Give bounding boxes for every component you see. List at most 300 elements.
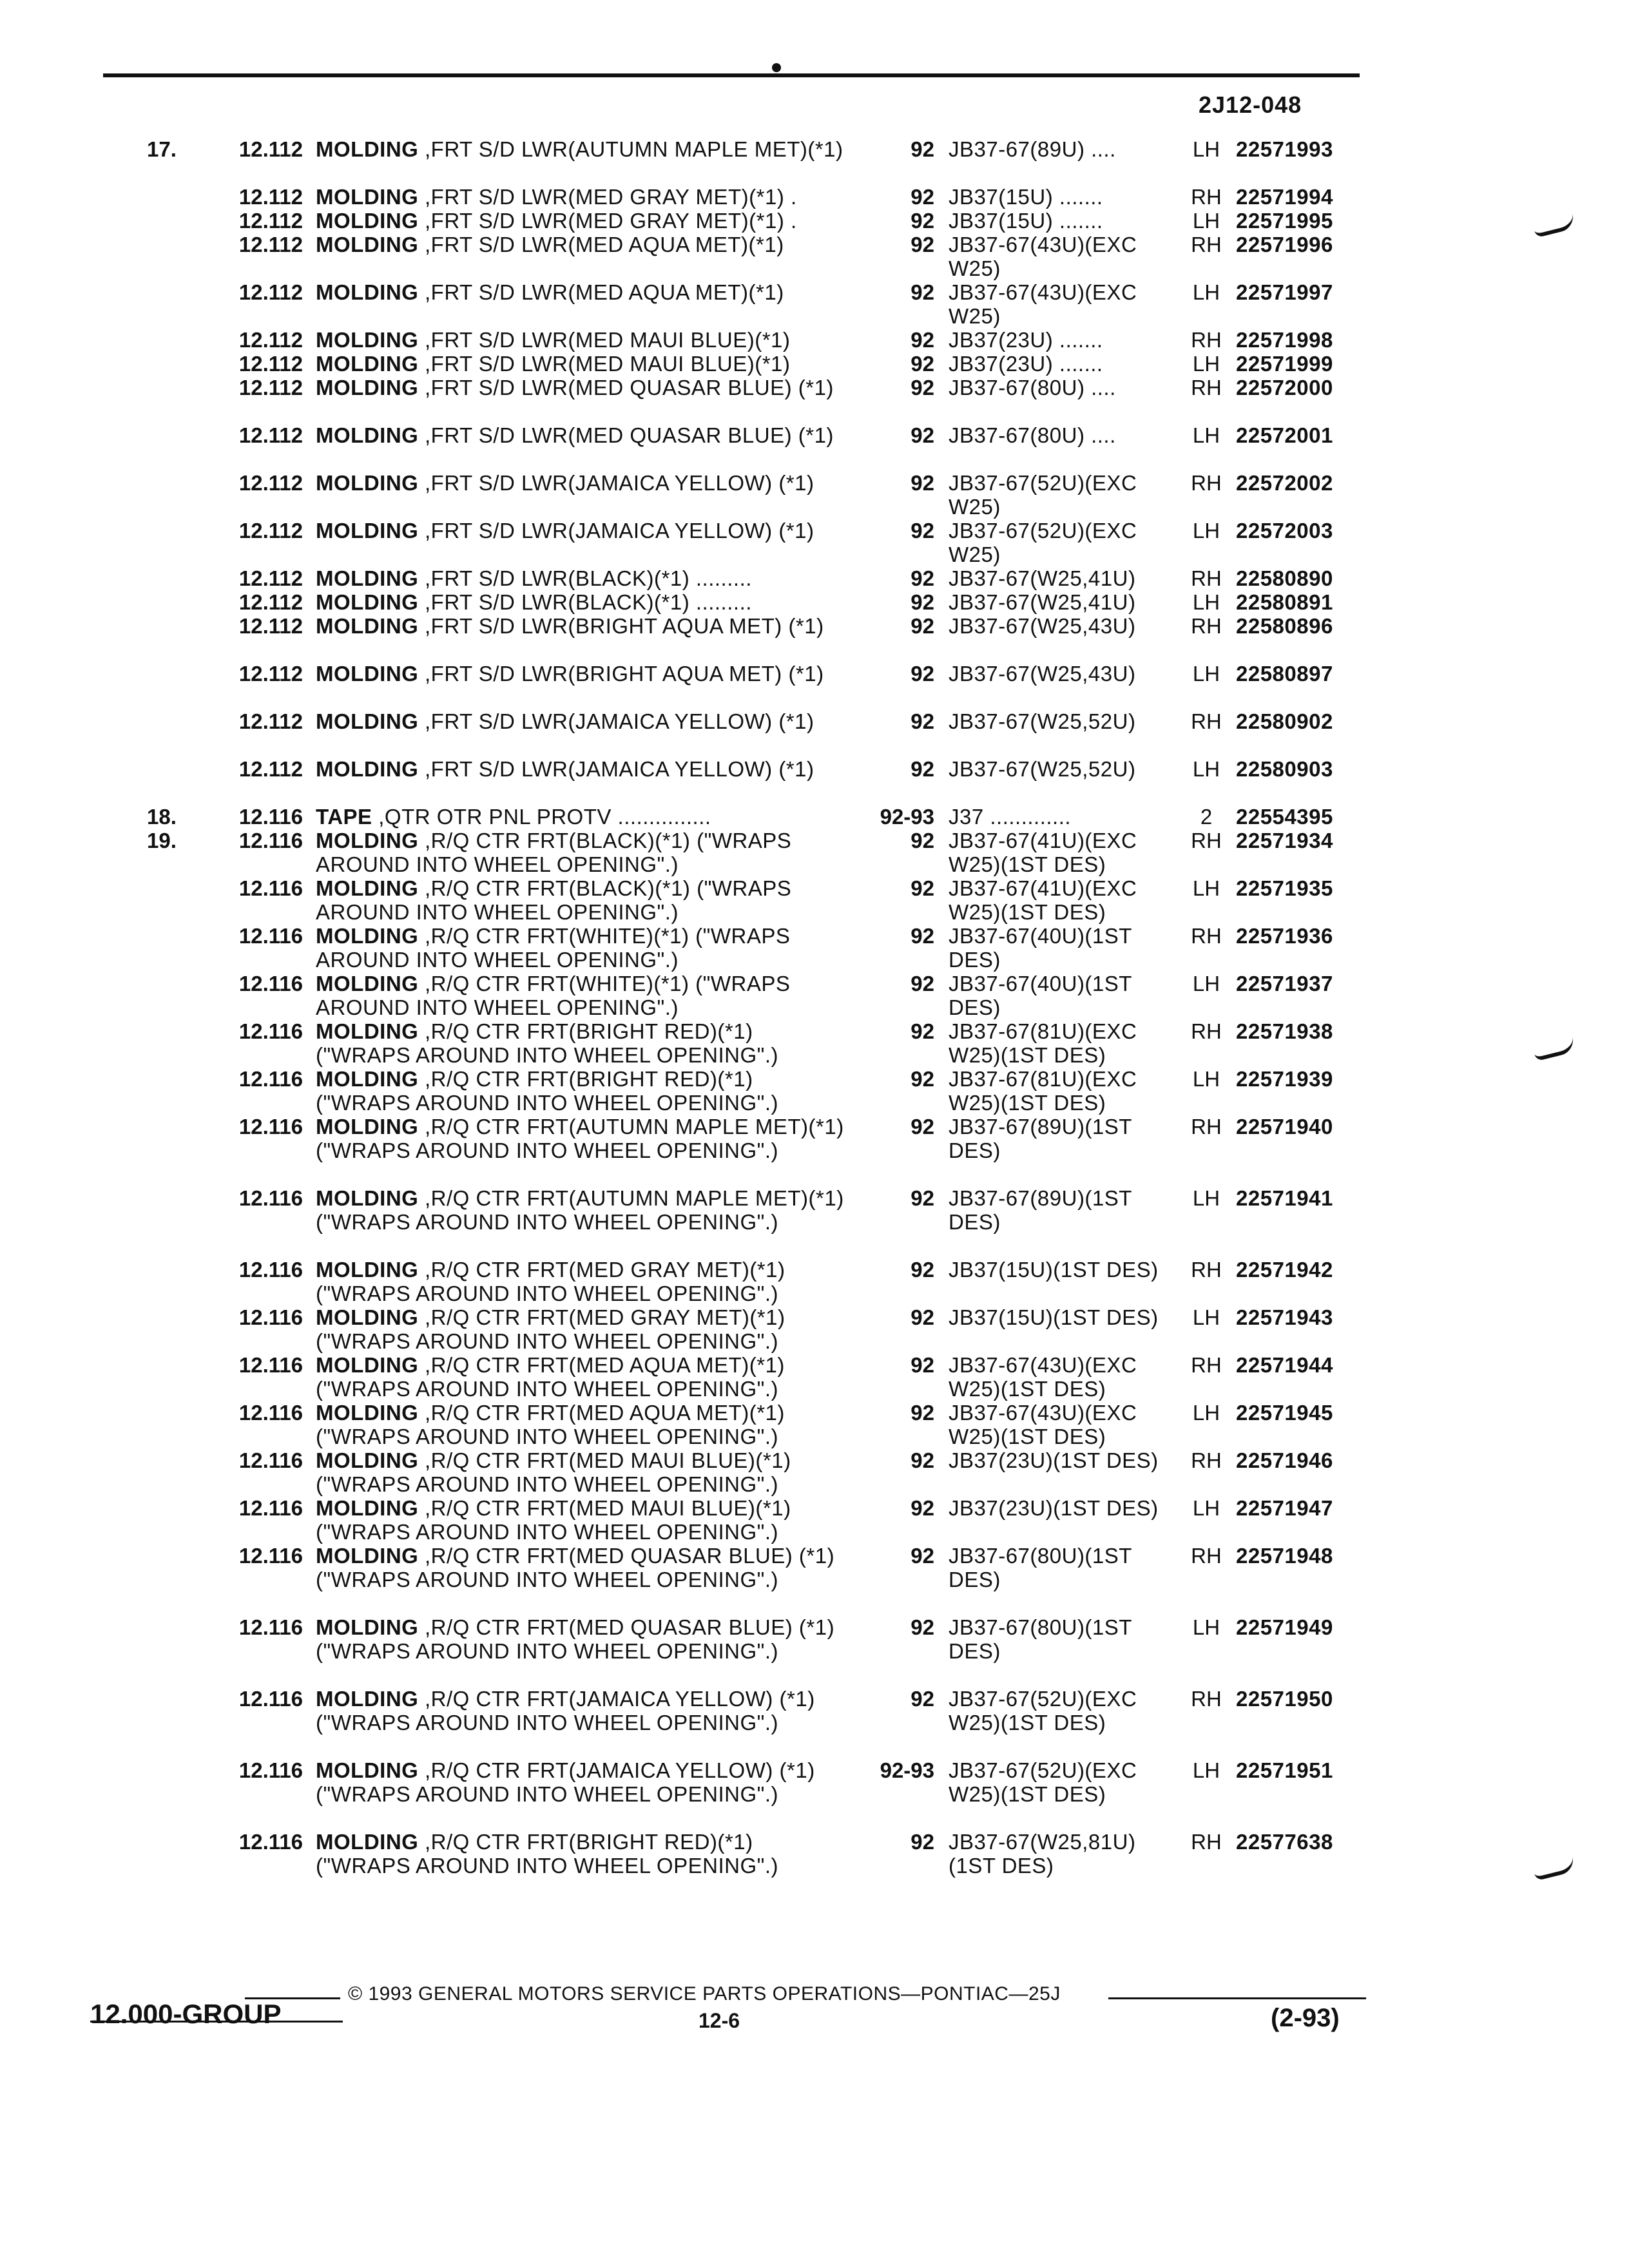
model-code: JB37-67(43U)(EXC W25) (949, 280, 1137, 328)
part-number: 22571944 (1236, 1353, 1333, 1377)
list-item (0, 924, 1629, 972)
model-code: JB37-67(80U)(1ST DES) (949, 1544, 1132, 1591)
part-detail: ,R/Q CTR FRT(BRIGHT RED)(*1) ("WRAPS AROUND INTO WHEEL OPENING".) (316, 1067, 778, 1115)
part-description (316, 1067, 851, 1115)
top-rule (103, 73, 1360, 77)
part-name: MOLDING (316, 1615, 419, 1639)
part-number: 22571950 (1236, 1687, 1333, 1711)
model-code: JB37-67(43U)(EXC W25)(1ST DES) (949, 1353, 1137, 1401)
group-number: 12.116 (238, 876, 303, 900)
model-code: JB37(15U)(1ST DES) (949, 1258, 1159, 1282)
list-item (0, 137, 1629, 185)
model-year: 92 (911, 328, 934, 352)
part-description (316, 1448, 851, 1496)
part-name: MOLDING (316, 1448, 419, 1472)
part-detail: ,FRT S/D LWR(JAMAICA YELLOW) (*1) (418, 757, 815, 781)
part-description (316, 328, 851, 352)
group-number: 12.116 (238, 1615, 303, 1639)
model-code: JB37-67(40U)(1ST DES) (949, 972, 1132, 1019)
part-detail: ,FRT S/D LWR(BLACK)(*1) ......... (418, 590, 752, 614)
part-number: 22580902 (1236, 709, 1333, 733)
part-description (316, 1496, 851, 1544)
group-number: 12.112 (238, 233, 303, 256)
side-qty: LH (1192, 1305, 1220, 1329)
side-qty: LH (1192, 137, 1220, 161)
side-qty: RH (1191, 233, 1222, 256)
model-code: J37 ............. (949, 805, 1072, 829)
part-description (316, 829, 851, 876)
group-number: 12.116 (238, 1019, 303, 1043)
model-code: JB37-67(W25,81U) (1ST DES) (949, 1830, 1136, 1878)
part-description (316, 757, 851, 781)
part-name: MOLDING (316, 662, 419, 686)
group-number: 12.116 (238, 1544, 303, 1568)
part-description (316, 519, 851, 543)
part-description (316, 137, 851, 161)
model-code: JB37-67(52U)(EXC W25) (949, 471, 1137, 519)
model-code: JB37-67(W25,41U) (949, 590, 1136, 614)
side-qty: LH (1192, 352, 1220, 376)
part-description (316, 1830, 851, 1878)
model-code: JB37-67(81U)(EXC W25)(1ST DES) (949, 1067, 1137, 1115)
model-code: JB37-67(40U)(1ST DES) (949, 924, 1132, 972)
part-number: 22572003 (1236, 519, 1333, 543)
part-description (316, 566, 851, 590)
part-number: 22571935 (1236, 876, 1333, 900)
model-year: 92 (911, 209, 934, 233)
list-item (0, 1186, 1629, 1258)
model-year: 92 (911, 280, 934, 304)
side-qty: 2 (1200, 805, 1213, 829)
group-number: 12.112 (238, 328, 303, 352)
part-number: 22571996 (1236, 233, 1333, 256)
model-code: JB37-67(41U)(EXC W25)(1ST DES) (949, 876, 1137, 924)
part-number: 22571947 (1236, 1496, 1333, 1520)
list-item (0, 614, 1629, 662)
part-name: MOLDING (316, 1067, 419, 1091)
footer-page-number: 12-6 (699, 2009, 740, 2032)
part-number: 22571942 (1236, 1258, 1333, 1282)
group-number: 12.112 (238, 757, 303, 781)
part-description (316, 1401, 851, 1448)
part-detail: ,R/Q CTR FRT(WHITE)(*1) ("WRAPS AROUND INTO WHEEL OPENING".) (316, 972, 791, 1019)
side-qty: RH (1191, 614, 1222, 638)
model-year: 92 (911, 590, 934, 614)
list-item (0, 1067, 1629, 1115)
model-year: 92 (911, 471, 934, 495)
list-item (0, 757, 1629, 805)
model-year: 92 (911, 1305, 934, 1329)
part-name: MOLDING (316, 924, 419, 948)
model-year: 92 (911, 614, 934, 638)
side-qty: RH (1191, 328, 1222, 352)
part-name: MOLDING (316, 1353, 419, 1377)
model-year: 92 (911, 1019, 934, 1043)
part-number: 22571949 (1236, 1615, 1333, 1639)
group-number: 12.116 (238, 1305, 303, 1329)
group-number: 12.116 (238, 1401, 303, 1425)
model-year: 92 (911, 233, 934, 256)
part-number: 22580890 (1236, 566, 1333, 590)
list-item (0, 972, 1629, 1019)
part-number: 22571994 (1236, 185, 1333, 209)
list-item (0, 709, 1629, 757)
model-year: 92 (911, 829, 934, 852)
model-year: 92 (911, 1186, 934, 1210)
model-year: 92 (911, 1258, 934, 1282)
group-number: 12.116 (238, 1687, 303, 1711)
group-number: 12.112 (238, 566, 303, 590)
group-number: 12.116 (238, 805, 303, 829)
model-code: JB37-67(89U)(1ST DES) (949, 1186, 1132, 1234)
part-detail: ,R/Q CTR FRT(AUTUMN MAPLE MET)(*1) ("WRAPS AROUND INTO WHEEL OPENING".) (316, 1186, 844, 1234)
model-year: 92 (911, 757, 934, 781)
part-detail: ,FRT S/D LWR(JAMAICA YELLOW) (*1) (418, 519, 815, 543)
part-detail: ,R/Q CTR FRT(BRIGHT RED)(*1) ("WRAPS AROUND INTO WHEEL OPENING".) (316, 1019, 778, 1067)
model-year: 92 (911, 1496, 934, 1520)
part-description (316, 876, 851, 924)
part-name: MOLDING (316, 471, 419, 495)
part-name: MOLDING (316, 423, 419, 447)
part-description (316, 1186, 851, 1234)
model-year: 92 (911, 1353, 934, 1377)
part-detail: ,FRT S/D LWR(AUTUMN MAPLE MET)(*1) (418, 137, 843, 161)
part-detail: ,FRT S/D LWR(MED AQUA MET)(*1) (418, 233, 784, 256)
part-name: MOLDING (316, 590, 419, 614)
part-number: 22572002 (1236, 471, 1333, 495)
side-qty: LH (1192, 280, 1220, 304)
side-qty: RH (1191, 566, 1222, 590)
part-description (316, 352, 851, 376)
part-name: MOLDING (316, 519, 419, 543)
part-detail: ,R/Q CTR FRT(AUTUMN MAPLE MET)(*1) ("WRAPS AROUND INTO WHEEL OPENING".) (316, 1115, 844, 1162)
side-qty: LH (1192, 519, 1220, 543)
part-name: TAPE (316, 805, 372, 829)
side-qty: LH (1192, 1615, 1220, 1639)
model-code: JB37-67(W25,52U) (949, 709, 1136, 733)
model-year: 92 (911, 566, 934, 590)
part-detail: ,R/Q CTR FRT(MED AQUA MET)(*1) ("WRAPS AROUND INTO WHEEL OPENING".) (316, 1353, 785, 1401)
part-detail: ,QTR OTR PNL PROTV ............... (372, 805, 711, 829)
part-number: 22571939 (1236, 1067, 1333, 1091)
part-number: 22572001 (1236, 423, 1333, 447)
part-name: MOLDING (316, 280, 419, 304)
model-year: 92 (911, 423, 934, 447)
list-item (0, 185, 1629, 209)
part-name: MOLDING (316, 233, 419, 256)
part-detail: ,R/Q CTR FRT(MED MAUI BLUE)(*1) ("WRAPS AROUND INTO WHEEL OPENING".) (316, 1496, 791, 1544)
part-number: 22571997 (1236, 280, 1333, 304)
footer-copyright: © 1993 GENERAL MOTORS SERVICE PARTS OPERATIONS—PONTIAC—25J (348, 1983, 1061, 2004)
part-number: 22571938 (1236, 1019, 1333, 1043)
part-number: 22577638 (1236, 1830, 1333, 1854)
list-item (0, 1258, 1629, 1305)
side-qty: RH (1191, 1544, 1222, 1568)
part-number: 22571937 (1236, 972, 1333, 995)
model-code: JB37-67(52U)(EXC W25)(1ST DES) (949, 1758, 1137, 1806)
group-number: 12.112 (238, 590, 303, 614)
group-number: 12.116 (238, 1186, 303, 1210)
group-number: 12.116 (238, 829, 303, 852)
model-year: 92 (911, 662, 934, 686)
part-name: MOLDING (316, 876, 419, 900)
part-name: MOLDING (316, 1115, 419, 1139)
part-description (316, 805, 851, 829)
part-name: MOLDING (316, 1186, 419, 1210)
model-code: JB37-67(89U) .... (949, 137, 1116, 161)
group-number: 12.112 (238, 709, 303, 733)
part-name: MOLDING (316, 1830, 419, 1854)
side-qty: RH (1191, 185, 1222, 209)
model-code: JB37-67(43U)(EXC W25) (949, 233, 1137, 280)
side-qty: LH (1192, 590, 1220, 614)
item-number: 19. (147, 829, 177, 852)
part-name: MOLDING (316, 614, 419, 638)
part-name: MOLDING (316, 1687, 419, 1711)
part-number: 22571999 (1236, 352, 1333, 376)
part-detail: ,FRT S/D LWR(MED QUASAR BLUE) (*1) (418, 423, 834, 447)
footer-group: 12.000-GROUP (90, 1999, 282, 2029)
model-code: JB37-67(W25,43U) (949, 614, 1136, 638)
side-qty: RH (1191, 1258, 1222, 1282)
part-description (316, 709, 851, 733)
model-code: JB37-67(W25,52U) (949, 757, 1136, 781)
list-item (0, 566, 1629, 590)
part-detail: ,FRT S/D LWR(MED MAUI BLUE)(*1) (418, 352, 791, 376)
side-qty: RH (1191, 1115, 1222, 1139)
part-name: MOLDING (316, 566, 419, 590)
list-item (0, 1758, 1629, 1830)
group-number: 12.116 (238, 1067, 303, 1091)
part-number: 22571941 (1236, 1186, 1333, 1210)
side-qty: RH (1191, 1830, 1222, 1854)
list-item (0, 471, 1629, 519)
list-item (0, 519, 1629, 566)
part-detail: ,R/Q CTR FRT(MED QUASAR BLUE) (*1) ("WRAPS AROUND INTO WHEEL OPENING".) (316, 1544, 835, 1591)
side-qty: LH (1192, 972, 1220, 995)
part-description (316, 1758, 851, 1806)
part-name: MOLDING (316, 1401, 419, 1425)
model-year: 92 (911, 876, 934, 900)
part-detail: ,FRT S/D LWR(MED GRAY MET)(*1) . (418, 209, 797, 233)
part-description (316, 233, 851, 256)
part-description (316, 972, 851, 1019)
part-number: 22571946 (1236, 1448, 1333, 1472)
model-year: 92 (911, 519, 934, 543)
model-year: 92 (911, 1115, 934, 1139)
model-code: JB37-67(41U)(EXC W25)(1ST DES) (949, 829, 1137, 876)
model-code: JB37(23U)(1ST DES) (949, 1448, 1159, 1472)
part-description (316, 662, 851, 686)
side-qty: RH (1191, 1687, 1222, 1711)
group-number: 12.116 (238, 1115, 303, 1139)
part-description (316, 1687, 851, 1735)
part-description (316, 209, 851, 233)
model-year: 92-93 (880, 805, 934, 829)
part-detail: ,FRT S/D LWR(BRIGHT AQUA MET) (*1) (418, 614, 824, 638)
side-qty: LH (1192, 1186, 1220, 1210)
part-description (316, 924, 851, 972)
part-name: MOLDING (316, 185, 419, 209)
model-year: 92 (911, 1830, 934, 1854)
part-detail: ,R/Q CTR FRT(MED GRAY MET)(*1) ("WRAPS AROUND INTO WHEEL OPENING".) (316, 1258, 786, 1305)
list-item (0, 1544, 1629, 1615)
part-description (316, 1544, 851, 1591)
part-description (316, 376, 851, 399)
part-name: MOLDING (316, 829, 419, 852)
side-qty: RH (1191, 924, 1222, 948)
part-detail: ,R/Q CTR FRT(MED GRAY MET)(*1) ("WRAPS AROUND INTO WHEEL OPENING".) (316, 1305, 786, 1353)
model-code: JB37-67(W25,43U) (949, 662, 1136, 686)
part-name: MOLDING (316, 709, 419, 733)
part-detail: ,FRT S/D LWR(MED GRAY MET)(*1) . (418, 185, 797, 209)
part-number: 22571993 (1236, 137, 1333, 161)
part-name: MOLDING (316, 376, 419, 399)
group-number: 12.116 (238, 1830, 303, 1854)
list-item (0, 233, 1629, 280)
side-qty: LH (1192, 757, 1220, 781)
group-number: 12.112 (238, 423, 303, 447)
list-item (0, 829, 1629, 876)
list-item (0, 423, 1629, 471)
item-number: 17. (147, 137, 177, 161)
part-number: 22571995 (1236, 209, 1333, 233)
model-code: JB37-67(80U)(1ST DES) (949, 1615, 1132, 1663)
part-detail: ,R/Q CTR FRT(JAMAICA YELLOW) (*1) ("WRAPS AROUND INTO WHEEL OPENING".) (316, 1758, 815, 1806)
model-year: 92 (911, 1067, 934, 1091)
part-description (316, 185, 851, 209)
model-code: JB37(15U) ....... (949, 209, 1103, 233)
footer-rule (1108, 1997, 1366, 1999)
list-item (0, 1115, 1629, 1186)
part-detail: ,FRT S/D LWR(MED AQUA MET)(*1) (418, 280, 784, 304)
model-code: JB37-67(52U)(EXC W25)(1ST DES) (949, 1687, 1137, 1735)
model-code: JB37-67(81U)(EXC W25)(1ST DES) (949, 1019, 1137, 1067)
side-qty: RH (1191, 376, 1222, 399)
side-qty: LH (1192, 876, 1220, 900)
part-description (316, 280, 851, 304)
list-item (0, 328, 1629, 352)
side-qty: LH (1192, 662, 1220, 686)
side-qty: LH (1192, 423, 1220, 447)
part-number: 22580891 (1236, 590, 1333, 614)
parts-list (0, 137, 1629, 1878)
part-detail: ,FRT S/D LWR(MED MAUI BLUE)(*1) (418, 328, 791, 352)
part-detail: ,R/Q CTR FRT(BLACK)(*1) ("WRAPS AROUND INTO WHEEL OPENING".) (316, 829, 792, 876)
part-name: MOLDING (316, 1758, 419, 1782)
model-year: 92 (911, 1401, 934, 1425)
list-item (0, 1615, 1629, 1687)
model-code: JB37(23U)(1ST DES) (949, 1496, 1159, 1520)
part-detail: ,R/Q CTR FRT(BRIGHT RED)(*1) ("WRAPS AROUND INTO WHEEL OPENING".) (316, 1830, 778, 1878)
list-item (0, 1496, 1629, 1544)
part-detail: ,FRT S/D LWR(MED QUASAR BLUE) (*1) (418, 376, 834, 399)
item-number: 18. (147, 805, 177, 829)
model-code: JB37-67(W25,41U) (949, 566, 1136, 590)
part-description (316, 1019, 851, 1067)
side-qty: LH (1192, 1758, 1220, 1782)
side-qty: RH (1191, 1019, 1222, 1043)
side-qty: RH (1191, 709, 1222, 733)
part-description (316, 1305, 851, 1353)
part-number: 22580897 (1236, 662, 1333, 686)
part-detail: ,R/Q CTR FRT(WHITE)(*1) ("WRAPS AROUND INTO WHEEL OPENING".) (316, 924, 791, 972)
group-number: 12.112 (238, 185, 303, 209)
side-qty: LH (1192, 1067, 1220, 1091)
model-year: 92 (911, 1544, 934, 1568)
footer-date: (2-93) (1271, 2004, 1340, 2032)
group-number: 12.112 (238, 376, 303, 399)
side-qty: RH (1191, 1448, 1222, 1472)
group-number: 12.112 (238, 471, 303, 495)
group-number: 12.112 (238, 519, 303, 543)
side-qty: RH (1191, 1353, 1222, 1377)
list-item (0, 1019, 1629, 1067)
list-item (0, 1830, 1629, 1878)
model-code: JB37-67(80U) .... (949, 376, 1116, 399)
part-detail: ,R/Q CTR FRT(JAMAICA YELLOW) (*1) ("WRAPS AROUND INTO WHEEL OPENING".) (316, 1687, 815, 1735)
list-item (0, 1687, 1629, 1758)
model-code: JB37(23U) ....... (949, 352, 1103, 376)
model-year: 92 (911, 137, 934, 161)
model-year: 92 (911, 924, 934, 948)
part-number: 22571945 (1236, 1401, 1333, 1425)
model-year: 92 (911, 376, 934, 399)
group-number: 12.112 (238, 209, 303, 233)
part-name: MOLDING (316, 209, 419, 233)
model-year: 92 (911, 709, 934, 733)
list-item (0, 209, 1629, 233)
model-year: 92 (911, 185, 934, 209)
group-number: 12.116 (238, 1758, 303, 1782)
part-name: MOLDING (316, 757, 419, 781)
list-item (0, 805, 1629, 829)
part-detail: ,R/Q CTR FRT(MED MAUI BLUE)(*1) ("WRAPS AROUND INTO WHEEL OPENING".) (316, 1448, 791, 1496)
part-number: 22554395 (1236, 805, 1333, 829)
list-item (0, 1448, 1629, 1496)
side-qty: LH (1192, 209, 1220, 233)
part-name: MOLDING (316, 137, 419, 161)
side-qty: LH (1192, 1401, 1220, 1425)
part-name: MOLDING (316, 1496, 419, 1520)
part-number: 22571951 (1236, 1758, 1333, 1782)
part-detail: ,R/Q CTR FRT(BLACK)(*1) ("WRAPS AROUND INTO WHEEL OPENING".) (316, 876, 792, 924)
part-detail: ,FRT S/D LWR(JAMAICA YELLOW) (*1) (418, 709, 815, 733)
part-name: MOLDING (316, 1258, 419, 1282)
part-name: MOLDING (316, 328, 419, 352)
part-description (316, 423, 851, 447)
part-name: MOLDING (316, 352, 419, 376)
group-number: 12.112 (238, 137, 303, 161)
group-number: 12.112 (238, 614, 303, 638)
catalog-code: 2J12-048 (1199, 91, 1302, 118)
part-description (316, 1115, 851, 1162)
list-item (0, 1353, 1629, 1401)
model-code: JB37(23U) ....... (949, 328, 1103, 352)
part-detail: ,FRT S/D LWR(BLACK)(*1) ......... (418, 566, 752, 590)
list-item (0, 876, 1629, 924)
model-year: 92 (911, 1448, 934, 1472)
part-name: MOLDING (316, 1019, 419, 1043)
model-code: JB37-67(43U)(EXC W25)(1ST DES) (949, 1401, 1137, 1448)
model-code: JB37-67(89U)(1ST DES) (949, 1115, 1132, 1162)
group-number: 12.116 (238, 1448, 303, 1472)
part-number: 22580903 (1236, 757, 1333, 781)
list-item (0, 376, 1629, 423)
part-number: 22580896 (1236, 614, 1333, 638)
part-description (316, 1353, 851, 1401)
group-number: 12.116 (238, 972, 303, 995)
